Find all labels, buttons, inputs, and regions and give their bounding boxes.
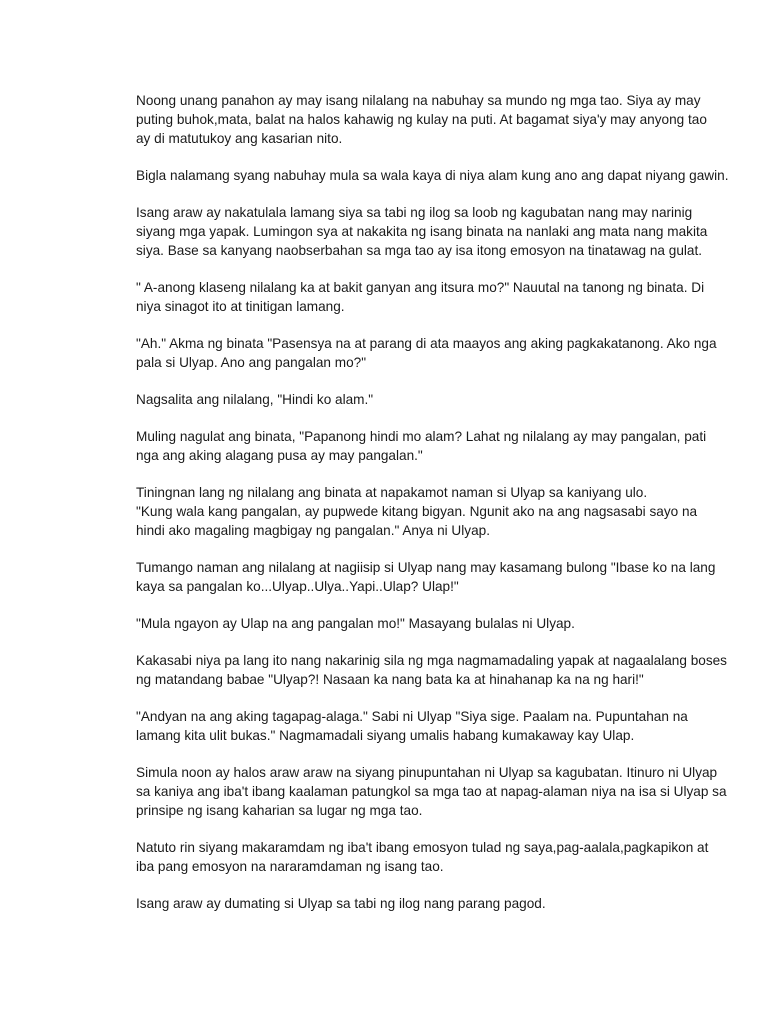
text-line: "Ah." Akma ng binata "Pasensya na at parang di ata maayos ang aking pagkakatanong. Ako nga [136,336,717,351]
text-line: lamang kita ulit bukas." Nagmamadali siyang umalis habang kumakaway kay Ulap. [136,728,635,743]
text-line: kaya sa pangalan ko...Ulyap..Ulya..Yapi..Ulap? Ulap!" [136,579,459,594]
paragraph-15 [136,894,696,913]
paragraph-11 [136,651,727,689]
text-line: ay di matutukoy ang kasarian nito. [136,131,343,146]
text-line: "Mula ngayon ay Ulap na ang pangalan mo!" Masayang bulalas ni Ulyap. [136,616,575,631]
paragraph-3 [136,203,708,260]
text-line: Simula noon ay halos araw araw na siyang pinupuntahan ni Ulyap sa kagubatan. Itinuro ni Ulyap [136,765,718,780]
text-line: Isang araw ay nakatulala lamang siya sa tabi ng ilog sa loob ng kagubatan nang may narinig [136,205,693,220]
text-line: "Kung wala kang pangalan, ay pupwede kitang bigyan. Ngunit ako na ang nagsasabi sayo na [136,504,698,519]
text-line: Tiningnan lang ng nilalang ang binata at napakamot naman si Ulyap sa kaniyang ulo. [136,485,648,500]
paragraph-10 [136,614,696,633]
text-line: hindi ako magaling magbigay ng pangalan." Anya ni Ulyap. [136,523,490,538]
text-line: nga ang aking alagang pusa ay may pangalan." [136,448,423,463]
text-line: "Andyan na ang aking tagapag-alaga." Sabi ni Ulyap "Siya sige. Paalam na. Pupuntahan na [136,709,688,724]
text-line: pala si Ulyap. Ano ang pangalan mo?" [136,355,367,370]
text-line: Noong unang panahon ay may isang nilalang na nabuhay sa mundo ng mga tao. Siya ay may [136,93,701,108]
text-line: " A-anong klaseng nilalang ka at bakit ganyan ang itsura mo?" Nauutal na tanong ng binata. Di [136,280,705,295]
paragraph-14 [136,838,709,876]
paragraph-8 [136,483,696,540]
paragraph-7 [136,427,707,465]
text-line: ng matandang babae "Ulyap?! Nasaan ka nang bata ka at hinahanap ka na ng hari!" [136,672,644,687]
text-line: Isang araw ay dumating si Ulyap sa tabi ng ilog nang parang pagod. [136,896,546,911]
text-line: siya. Base sa kanyang naobserbahan sa mga tao ay isa itong emosyon na tinatawag na gulat. [136,243,703,258]
paragraph-13 [136,763,727,820]
text-line: Bigla nalamang syang nabuhay mula sa wala kaya di niya alam kung ano ang dapat niyang gawin. [136,168,729,183]
text-line: Kakasabi niya pa lang ito nang nakarinig sila ng mga nagmamadaling yapak at nagaalalang boses [136,653,727,668]
paragraph-4 [136,278,705,316]
text-line: sa kaniya ang iba't ibang kaalaman patungkol sa mga tao at napag-alaman niya na isa si Ulyap sa [136,784,727,799]
paragraph-12 [136,707,696,745]
paragraph-9 [136,558,716,596]
text-line: Natuto rin siyang makaramdam ng iba't ibang emosyon tulad ng saya,pag-aalala,pagkapikon at [136,840,709,855]
text-line: iba pang emosyon na nararamdaman ng isang tao. [136,859,444,874]
text-line: niya sinagot ito at tinitigan lamang. [136,299,345,314]
text-line: Muling nagulat ang binata, "Papanong hindi mo alam? Lahat ng nilalang ay may pangalan, pati [136,429,707,444]
text-line: Nagsalita ang nilalang, "Hindi ko alam." [136,392,374,407]
text-line: puting buhok,mata, balat na halos kahawig ng kulay na puti. At bagamat siya'y may anyong tao [136,112,707,127]
story-text-body [136,91,729,931]
paragraph-1 [136,91,707,148]
text-line: siyang mga yapak. Lumingon sya at nakakita ng isang binata na nanlaki ang mata nang makita [136,224,708,239]
text-line: prinsipe ng isang kaharian sa lugar ng mga tao. [136,803,423,818]
paragraph-5 [136,334,717,372]
paragraph-2 [136,166,729,185]
text-line: Tumango naman ang nilalang at nagiisip si Ulyap nang may kasamang bulong "Ibase ko na lang [136,560,716,575]
paragraph-6 [136,390,696,409]
